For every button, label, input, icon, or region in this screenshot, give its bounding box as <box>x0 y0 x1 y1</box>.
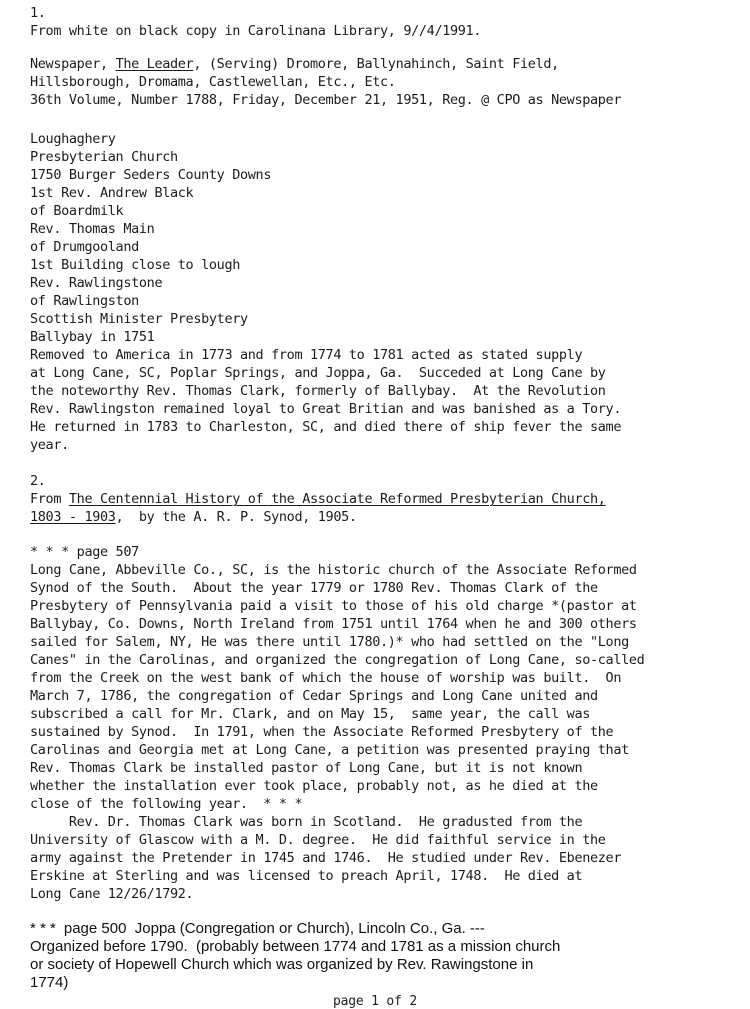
section-2-line: Long Cane, Abbeville Co., SC, is the historic church of the Associate Reformed <box>30 562 637 578</box>
section-1-line: Rev. Rawlingston remained loyal to Great Britian and was banished as a Tory. <box>30 401 622 417</box>
section-2-line: whether the installation ever took place, probably not, as he died at the <box>30 778 598 794</box>
section-1-line: the noteworthy Rev. Thomas Clark, formerly of Ballybay. At the Revolution <box>30 383 606 399</box>
section-1-line: of Drumgooland <box>30 239 139 255</box>
section-2-source-line-2: 1803 - 1903, by the A. R. P. Synod, 1905. <box>30 509 357 525</box>
section-3-stars: * * * <box>30 920 56 937</box>
section-1-line: year. <box>30 437 69 453</box>
section-2-line: close of the following year. * * * <box>30 796 303 812</box>
section-2-number: 2. <box>30 473 46 489</box>
section-1-number: 1. <box>30 5 46 21</box>
book-years: 1803 - 1903 <box>30 509 116 525</box>
section-1-line: Ballybay in 1751 <box>30 329 155 345</box>
newspaper-line-1: Newspaper, The Leader, (Serving) Dromore, Ballynahinch, Saint Field, <box>30 56 559 72</box>
section-1-line: He returned in 1783 to Charleston, SC, and died there of ship fever the same <box>30 419 622 435</box>
section-2-line: Ballybay, Co. Downs, North Ireland from 1751 until 1764 when he and 300 others <box>30 616 637 632</box>
section-1-line: Rev. Thomas Main <box>30 221 155 237</box>
section-1-line: Removed to America in 1773 and from 1774 to 1781 acted as stated supply <box>30 347 583 363</box>
section-2-line: army against the Pretender in 1745 and 1746. He studied under Rev. Ebenezer <box>30 850 622 866</box>
section-2-line: subscribed a call for Mr. Clark, and on May 15, same year, the call was <box>30 706 590 722</box>
page-number-footer: page 1 of 2 <box>333 994 417 1009</box>
section-1-line: of Rawlingston <box>30 293 139 309</box>
section-3-line: 1774) <box>30 974 69 991</box>
section-1-source-note: From white on black copy in Carolinana Library, 9//4/1991. <box>30 23 482 39</box>
section-2-line: sustained by Synod. In 1791, when the Associate Reformed Presbytery of the <box>30 724 614 740</box>
section-2-line: Rev. Dr. Thomas Clark was born in Scotland. He gradusted from the <box>30 814 583 830</box>
newspaper-line-3: 36th Volume, Number 1788, Friday, December 21, 1951, Reg. @ CPO as Newspaper <box>30 92 622 108</box>
section-1-line: 1st Building close to lough <box>30 257 240 273</box>
newspaper-name: The Leader <box>115 56 194 72</box>
section-2-line: Long Cane 12/26/1792. <box>30 886 194 902</box>
section-2-source-line-1: From The Centennial History of the Associate Reformed Presbyterian Church, <box>30 491 606 507</box>
section-3-line-1: * * * page 500 Joppa (Congregation or Church), Lincoln Co., Ga. --- <box>30 920 485 937</box>
section-2-line: from the Creek on the west bank of which the house of worship was built. On <box>30 670 622 686</box>
book-title: The Centennial History of the Associate Reformed Presbyterian Church, <box>68 491 606 507</box>
section-1-line: 1st Rev. Andrew Black <box>30 185 194 201</box>
section-2-line: sailed for Salem, NY, He was there until 1780.)* who had settled on the "Long <box>30 634 629 650</box>
section-1-line: 1750 Burger Seders County Downs <box>30 167 272 183</box>
section-2-line: Synod of the South. About the year 1779 or 1780 Rev. Thomas Clark of the <box>30 580 598 596</box>
section-2-line: University of Glascow with a M. D. degree. He did faithful service in the <box>30 832 606 848</box>
section-1-line: Scottish Minister Presbytery <box>30 311 248 327</box>
section-1-line: Loughaghery <box>30 131 116 147</box>
section-2-line: March 7, 1786, the congregation of Cedar Springs and Long Cane united and <box>30 688 598 704</box>
section-2-line: Rev. Thomas Clark be installed pastor of Long Cane, but it is not known <box>30 760 583 776</box>
section-2-line: Erskine at Sterling and was licensed to preach April, 1748. He died at <box>30 868 583 884</box>
section-1-line: Presbyterian Church <box>30 149 178 165</box>
section-2-line: Presbytery of Pennsylvania paid a visit to those of his old charge *(pastor at <box>30 598 637 614</box>
section-3-line: Organized before 1790. (probably between 1774 and 1781 as a mission church <box>30 938 561 955</box>
section-2-line: Carolinas and Georgia met at Long Cane, a petition was presented praying that <box>30 742 629 758</box>
section-1-line: at Long Cane, SC, Poplar Springs, and Joppa, Ga. Succeded at Long Cane by <box>30 365 606 381</box>
page-507-marker: * * * page 507 <box>30 544 139 560</box>
newspaper-line-2: Hillsborough, Dromama, Castlewellan, Etc., Etc. <box>30 74 396 90</box>
section-1-line: of Boardmilk <box>30 203 124 219</box>
section-1-line: Rev. Rawlingstone <box>30 275 163 291</box>
section-2-line: Canes" in the Carolinas, and organized the congregation of Long Cane, so-called <box>30 652 645 668</box>
section-3-line: or society of Hopewell Church which was organized by Rev. Rawingstone in <box>30 956 534 973</box>
